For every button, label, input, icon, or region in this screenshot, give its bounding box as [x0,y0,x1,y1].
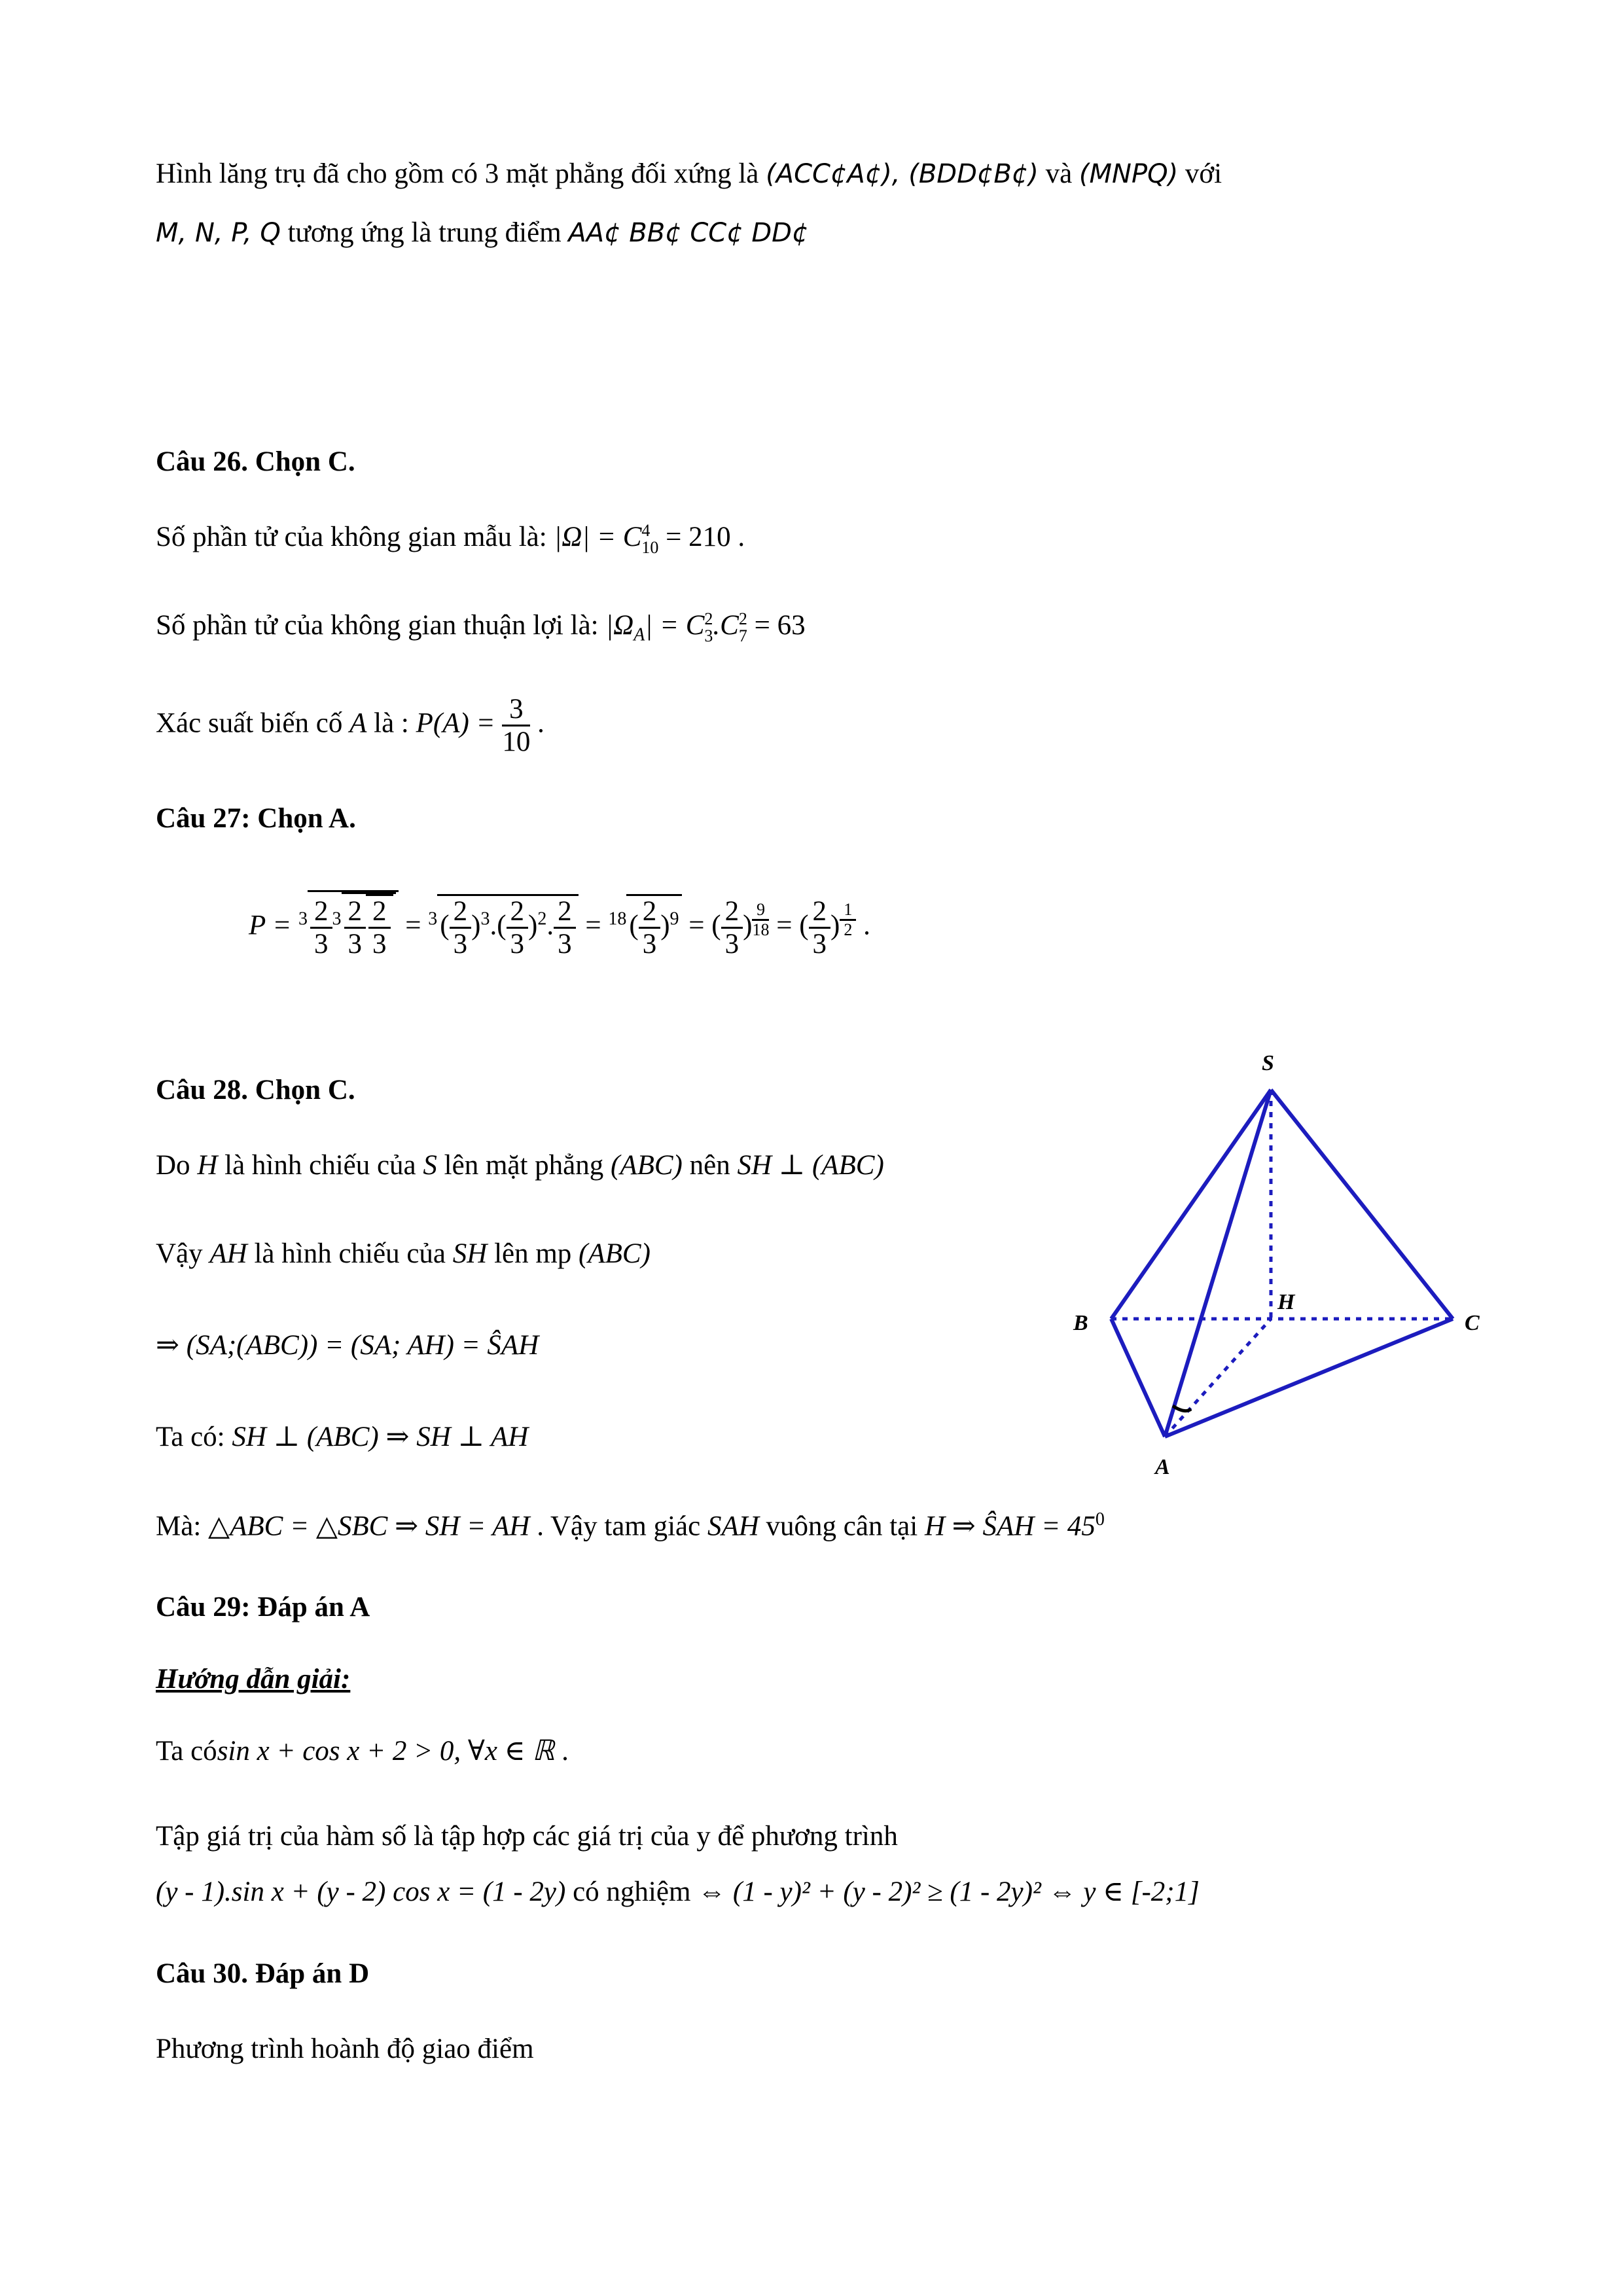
q29-guide: Hướng dẫn giải: [156,1664,351,1695]
q29-line-1: Ta cósin x + cos x + 2 > 0, ∀x ∈ ℝ . [156,1736,569,1767]
edge-sa [1165,1090,1271,1437]
label-a: A [1155,1455,1170,1479]
q26-line-1: Số phần tử của không gian mẫu là: |Ω| = C 4 10 = 210 . [156,521,745,558]
q27-title: Câu 27: Chọn A. [156,803,356,834]
label-s: S [1262,1051,1274,1075]
q28-line-1: Do H là hình chiếu của S lên mặt phẳng (ABC) nên SH ⊥ (ABC) [156,1150,884,1181]
q29-line-3: (y - 1).sin x + (y - 2) cos x = (1 - 2y) có nghiệm ⇔ (1 - y)² + (y - 2)² ≥ (1 - 2y)² ⇔ y ∈ [-2;1] [156,1876,1200,1907]
intro-line-1: Hình lăng trụ đã cho gồm có 3 mặt phẳng đối xứng là (ACC¢A¢), (BDD¢B¢) và (MNPQ) với [156,158,1222,189]
pyramid-figure [1060,1028,1531,1486]
edge-sc [1271,1090,1453,1319]
edge-sb [1111,1090,1271,1319]
q27-expression: P = $^3$ $\frac{2}{3}$ $^3$ $\frac{2}{3}$ $\frac{2}{3}$ = $^3$( $\frac{2}{3}$ )$^3$.( $\frac{2}{3}$ )$^2$. $\frac{2}{3}$ = $^{18}$( $\frac{2}{3}$ )$^9$ = ( $\frac{2}{3}$ ) $^{\frac{9}{18}}$ = ( $\frac{2}{3}$ ) $^{\frac{1}{2}}$ . [249,890,870,960]
q30-title: Câu 30. Đáp án D [156,1958,370,1989]
q28-line-2: Vậy AH là hình chiếu của SH lên mp (ABC) [156,1238,651,1269]
q26-title: Câu 26. Chọn C. [156,446,355,477]
label-h: H [1277,1290,1295,1314]
q26-line-3: Xác suất biến cố A là : P(A) = $\frac{3}{10}$ . [156,694,544,758]
q29-title: Câu 29: Đáp án A [156,1592,370,1623]
q26-line-2: Số phần tử của không gian thuận lợi là: $|\Omega_A| = C$ 2 3 .C 2 7 = 63 [156,609,806,646]
q28-line-3: ⇒ (SA;(ABC)) = (SA; AH) = ŜAH [156,1330,539,1361]
segment-ah [1165,1319,1271,1437]
q26-fraction: $\frac{3}{10}$ [502,694,531,758]
intro-line-2: M, N, P, Q tương ứng là trung điểm AA¢ BB¢ CC¢ DD¢ [156,217,809,248]
q28-title: Câu 28. Chọn C. [156,1075,355,1105]
q29-line-2: Tập giá trị của hàm số là tập hợp các giá trị của y để phương trình [156,1821,898,1852]
q28-line-5: Mà: △ABC = △SBC ⇒ SH = AH . Vậy tam giác SAH vuông cân tại H ⇒ ŜAH = $45^0$ [156,1509,1105,1542]
q30-line-1: Phương trình hoành độ giao điểm [156,2034,534,2064]
label-c: C [1465,1311,1480,1335]
q28-line-4: Ta có: SH ⊥ (ABC) ⇒ SH ⊥ AH [156,1422,529,1452]
edge-ba [1111,1319,1165,1437]
edge-ac [1165,1319,1453,1437]
label-b: B [1073,1311,1088,1335]
